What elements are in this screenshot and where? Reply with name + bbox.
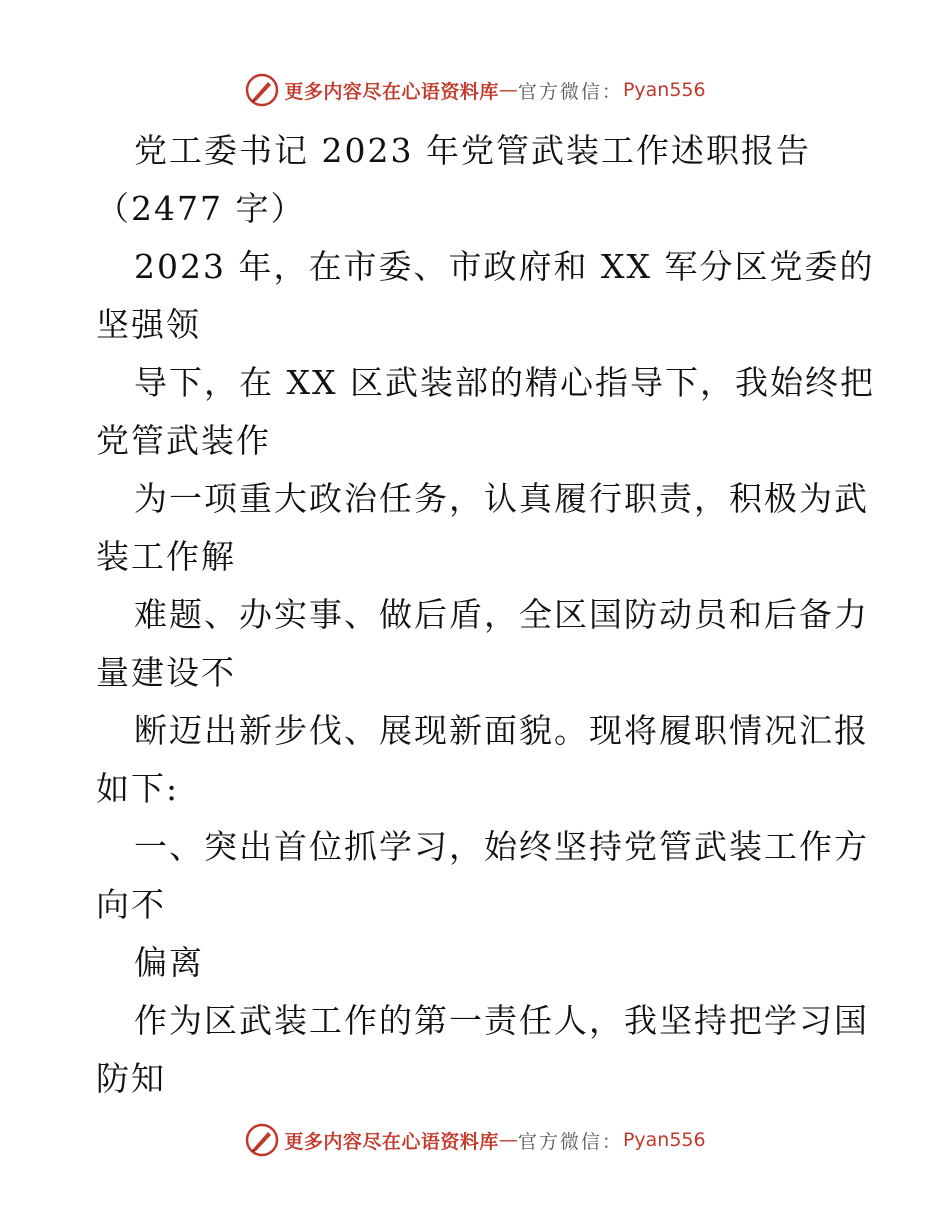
- document-title: 党工委书记 2023 年党管武装工作述职报告: [134, 131, 811, 170]
- watermark-separator: —: [498, 79, 518, 101]
- watermark-separator: —: [498, 1129, 518, 1151]
- text-line: 作为区武装工作的第一责任人，我坚持把学习国: [134, 1001, 869, 1040]
- text-line: 装工作解: [96, 537, 236, 576]
- section-heading-continued: 向不: [96, 885, 166, 924]
- text-line: 如下:: [96, 769, 180, 808]
- watermark-label: 官方微信：: [517, 1130, 623, 1153]
- quill-pen-logo-icon: [244, 72, 280, 108]
- watermark-id: Pyan556: [622, 79, 706, 101]
- text-line: 2023 年，在市委、市政府和 XX 军分区党委的: [134, 247, 875, 286]
- watermark-text: 更多内容尽在心语资料库: [284, 80, 499, 103]
- watermark-id: Pyan556: [622, 1129, 706, 1151]
- section-heading-continued: 偏离: [134, 943, 204, 982]
- section-heading: 一、突出首位抓学习，始终坚持党管武装工作方: [134, 827, 869, 866]
- text-line: 党管武装作: [96, 421, 271, 460]
- text-line: 难题、办实事、做后盾，全区国防动员和后备力: [134, 595, 869, 634]
- text-line: 为一项重大政治任务，认真履行职责，积极为武: [134, 479, 869, 518]
- text-line: 导下，在 XX 区武装部的精心指导下，我始终把: [134, 363, 875, 402]
- header-watermark: [0, 70, 950, 110]
- document-subtitle: （2477 字）: [96, 189, 306, 228]
- text-line: 量建设不: [96, 653, 236, 692]
- document-body: [96, 122, 875, 1108]
- watermark-text: 更多内容尽在心语资料库: [284, 1130, 499, 1153]
- text-line: 防知: [96, 1059, 166, 1098]
- watermark-label: 官方微信：: [517, 80, 623, 103]
- text-line: 断迈出新步伐、展现新面貌。现将履职情况汇报: [134, 711, 869, 750]
- text-line: 坚强领: [96, 305, 201, 344]
- footer-watermark: [0, 1120, 950, 1160]
- quill-pen-logo-icon: [244, 1122, 280, 1158]
